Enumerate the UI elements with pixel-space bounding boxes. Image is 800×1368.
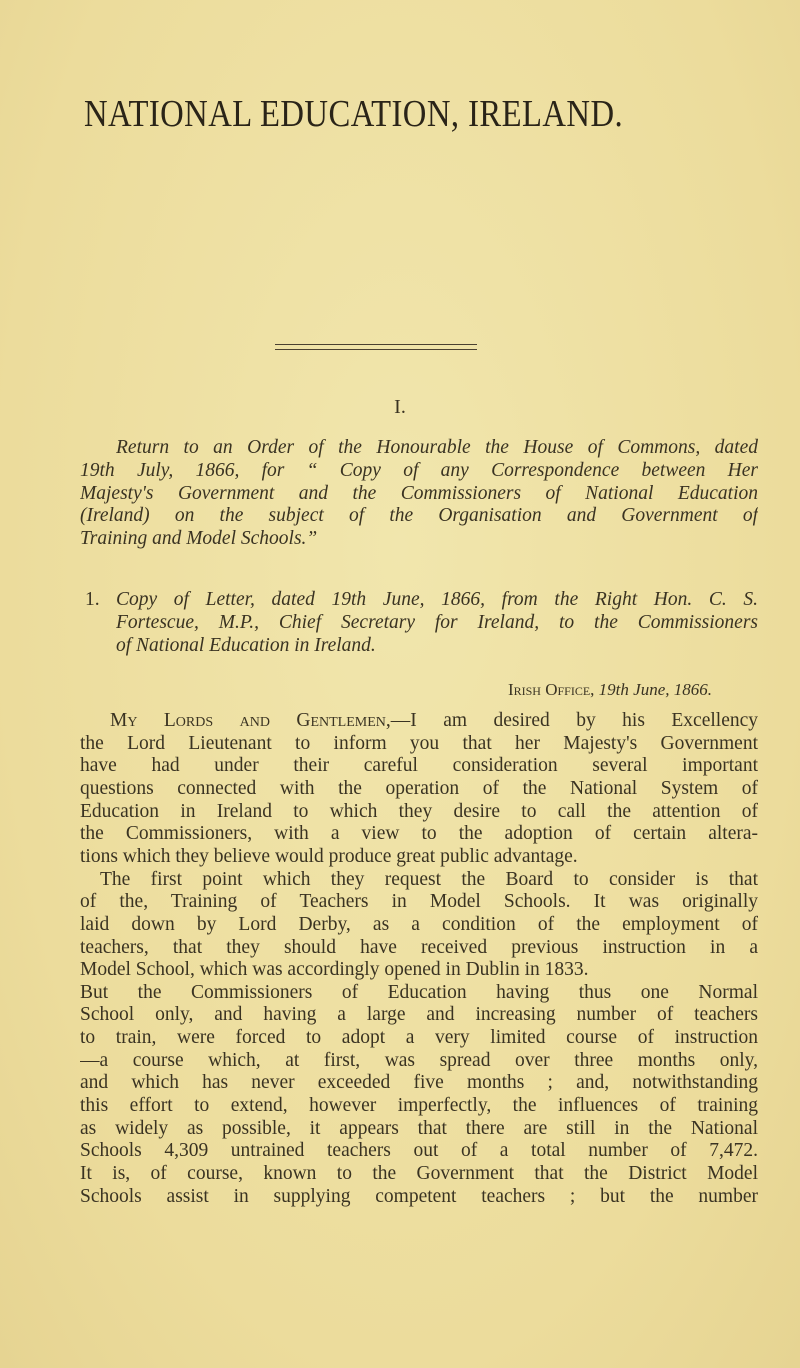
letter-date: 19th June, 1866. [598, 680, 712, 699]
letter-line: laid down by Lord Derby, as a condition of the employment of [80, 913, 758, 935]
item-line: Copy of Letter, dated 19th June, 1866, from the Right Hon. C. S. [116, 589, 758, 610]
item-line: Fortescue, M.P., Chief Secretary for Ireland, to the Commissioners [116, 611, 758, 633]
letter-line: The first point which they request the Board to consider is that [100, 868, 758, 890]
letter-line: to train, were forced to adopt a very limited course of instruction [80, 1027, 758, 1049]
letter-line: School only, and having a large and increasing number of teachers [80, 1004, 758, 1026]
letter-line: and which has never exceeded five months ; and, notwithstanding [80, 1072, 758, 1094]
letter-line [110, 710, 758, 732]
letter-line: as widely as possible, it appears that there are still in the National [80, 1117, 758, 1139]
return-line: 19th July, 1866, for “ Copy of any Correspondence between Her [80, 459, 758, 481]
return-line: Return to an Order of the Honourable the House of Commons, dated [116, 437, 758, 458]
double-rule-top [275, 344, 477, 345]
item-number: 1. [85, 589, 100, 610]
letter-line: But the Commissioners of Education having thus one Normal [80, 981, 758, 1003]
return-line: Training and Model Schools.” [80, 528, 318, 550]
letter-line: Schools 4,309 untrained teachers out of a total number of 7,472. [80, 1140, 758, 1162]
document-title: NATIONAL EDUCATION, IRELAND. [84, 93, 624, 135]
office-name: Irish Office, [507, 680, 595, 699]
letter-line: Education in Ireland to which they desire to call the attention of [80, 800, 758, 822]
letter-line: questions connected with the operation of the National System of [80, 777, 758, 799]
section-numeral: I. [394, 396, 406, 418]
double-rule-bottom [275, 349, 477, 350]
letter-line: It is, of course, known to the Government that the District Model [80, 1163, 758, 1184]
letter-line: have had under their careful consideration several important [80, 755, 758, 777]
letter-line: —a course which, at first, was spread over three months only, [80, 1049, 758, 1071]
letter-line: of the, Training of Teachers in Model Schools. It was originally [80, 891, 758, 913]
letter-line-text: —I am desired by his Excellency [390, 710, 758, 731]
item-line: of National Education in Ireland. [116, 634, 376, 656]
letter-line: Schools assist in supplying competent teachers ; but the number [80, 1185, 758, 1207]
letter-line: the Commissioners, with a view to the adoption of certain altera- [80, 823, 758, 845]
letter-line: this effort to extend, however imperfectly, the influences of training [80, 1095, 758, 1117]
letter-line: teachers, that they should have received previous instruction in a [80, 936, 758, 958]
return-line: Majesty's Government and the Commissioners of National Education [80, 482, 758, 504]
salutation: My Lords and Gentlemen, [110, 710, 391, 731]
letter-line: Model School, which was accordingly opened in Dublin in 1833. [80, 959, 589, 981]
letter-dateline [508, 680, 712, 700]
letter-line: tions which they believe would produce great public advantage. [80, 845, 578, 867]
letter-line: the Lord Lieutenant to inform you that her Majesty's Government [80, 732, 758, 754]
return-line: (Ireland) on the subject of the Organisation and Government of [80, 505, 758, 527]
